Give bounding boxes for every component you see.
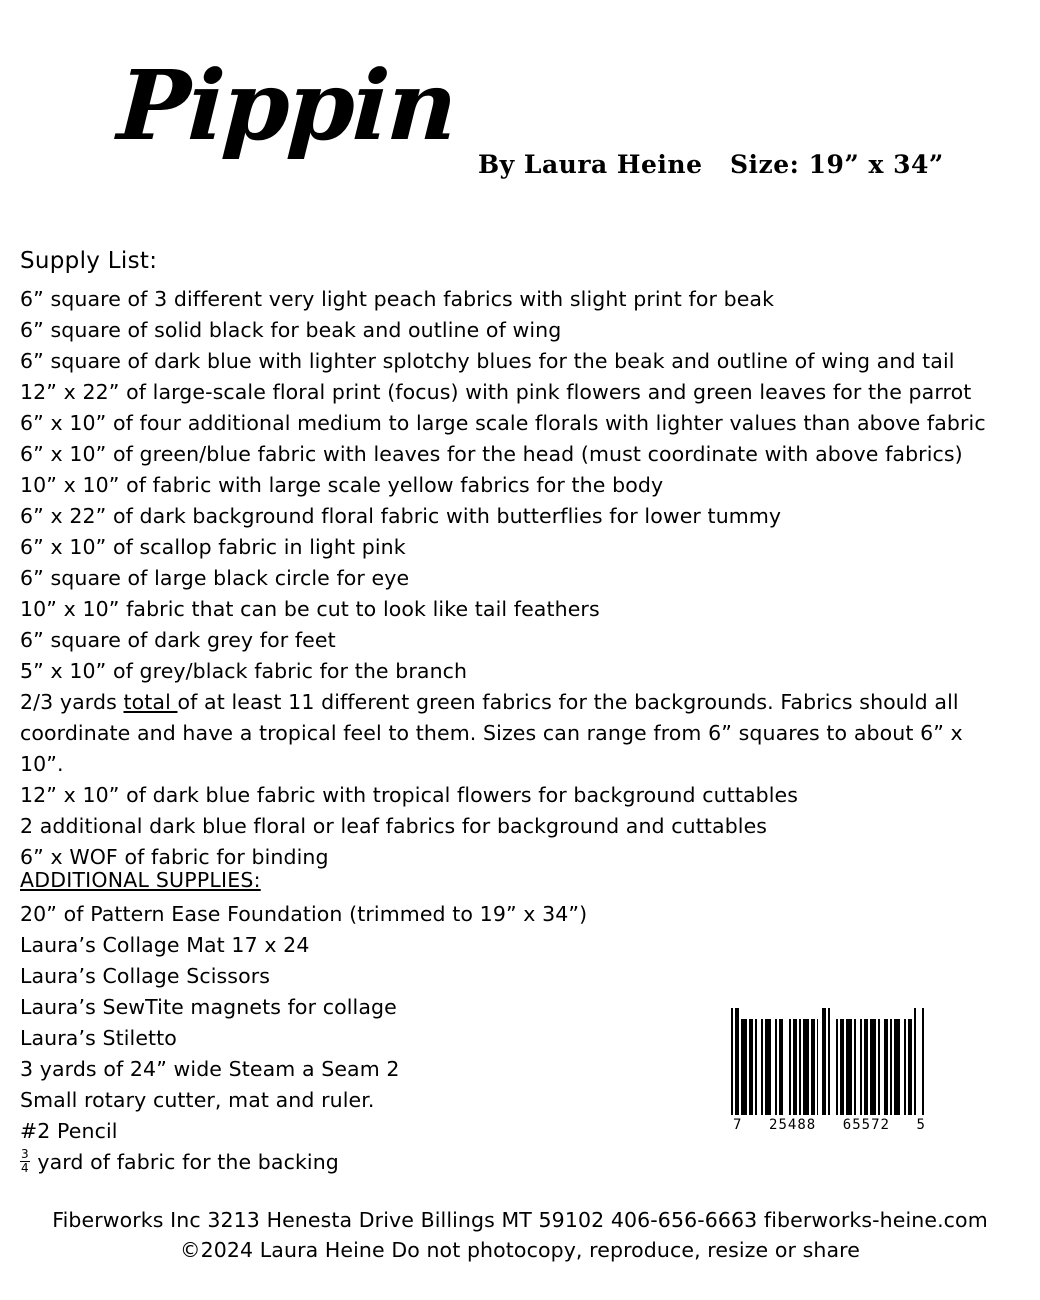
barcode	[731, 1008, 928, 1133]
supply-list-heading: Supply List:	[20, 248, 158, 274]
list-item: Laura’s Collage Mat 17 x 24	[20, 933, 310, 957]
barcode-group-1: 25488	[769, 1117, 817, 1133]
designer-byline: By Laura Heine	[478, 150, 703, 179]
list-item: 6” square of large black circle for eye	[20, 566, 410, 590]
pattern-title: Pippin	[115, 49, 459, 162]
barcode-group-2: 65572	[842, 1117, 890, 1133]
list-item: 10” x 10” fabric that can be cut to look like tail feathers	[20, 597, 600, 621]
fraction-three-quarters	[20, 1148, 30, 1174]
supply-list	[20, 284, 1000, 873]
additional-supplies-heading: ADDITIONAL SUPPLIES:	[20, 868, 261, 892]
list-item: 20” of Pattern Ease Foundation (trimmed to 19” x 34”)	[20, 902, 588, 926]
list-item: 6” square of 3 different very light peach fabrics with slight print for beak	[20, 287, 775, 311]
list-item: 5” x 10” of grey/black fabric for the branch	[20, 659, 468, 683]
list-item: Laura’s Collage Scissors	[20, 964, 271, 988]
green-line-underlined: total	[123, 690, 178, 714]
list-item: 10” x 10” of fabric with large scale yellow fabrics for the body	[20, 473, 664, 497]
list-item: 6” square of dark grey for feet	[20, 628, 336, 652]
list-item: 6” x 22” of dark background floral fabric with butterflies for lower tummy	[20, 504, 782, 528]
barcode-right-digit: 5	[916, 1117, 926, 1133]
list-item: Small rotary cutter, mat and ruler.	[20, 1088, 375, 1112]
list-item-green-fabrics	[20, 687, 965, 780]
fraction-numerator: 3	[21, 1147, 29, 1162]
list-item: Laura’s SewTite magnets for collage	[20, 995, 397, 1019]
list-item: 2 additional dark blue floral or leaf fabrics for background and cuttables	[20, 814, 768, 838]
list-item: #2 Pencil	[20, 1119, 118, 1143]
header	[0, 0, 1040, 215]
fraction-denominator: 4	[21, 1161, 29, 1175]
list-item: 6” x 10” of scallop fabric in light pink	[20, 535, 406, 559]
list-item: 3 yards of 24” wide Steam a Seam 2	[20, 1057, 400, 1081]
list-item: 12” x 10” of dark blue fabric with tropical flowers for background cuttables	[20, 783, 799, 807]
list-item: Laura’s Stiletto	[20, 1026, 177, 1050]
green-line-after: of at least 11 different green fabrics for the backgrounds. Fabrics should all coordinate and have a tropical feel to them. Sizes can range from 6” squares to about 6” x 10”.	[20, 690, 963, 776]
footer-copyright-line: ©2024 Laura Heine Do not photocopy, reproduce, resize or share	[180, 1238, 860, 1262]
barcode-bars	[731, 1008, 928, 1115]
list-item: 6” square of dark blue with lighter splotchy blues for the beak and outline of wing and tail	[20, 349, 955, 373]
list-item: 6” x 10” of green/blue fabric with leaves for the head (must coordinate with above fabrics)	[20, 442, 963, 466]
additional-supplies-list	[20, 899, 720, 1178]
list-item: 6” x 10” of four additional medium to large scale florals with lighter values than above fabric	[20, 411, 986, 435]
list-item: 6” square of solid black for beak and outline of wing	[20, 318, 562, 342]
list-item: 6” x WOF of fabric for binding	[20, 845, 329, 869]
footer-contact-line: Fiberworks Inc 3213 Henesta Drive Billings MT 59102 406-656-6663 fiberworks-heine.com	[52, 1208, 988, 1232]
barcode-digits	[731, 1117, 928, 1133]
list-item-backing	[20, 1147, 720, 1178]
finished-size-label: Size: 19” x 34”	[730, 150, 944, 179]
backing-text: yard of fabric for the backing	[30, 1150, 339, 1174]
barcode-left-digit: 7	[733, 1117, 743, 1133]
footer	[0, 1205, 1040, 1265]
list-item: 12” x 22” of large-scale floral print (focus) with pink flowers and green leaves for the parrot	[20, 380, 972, 404]
green-line-before: 2/3 yards	[20, 690, 124, 714]
